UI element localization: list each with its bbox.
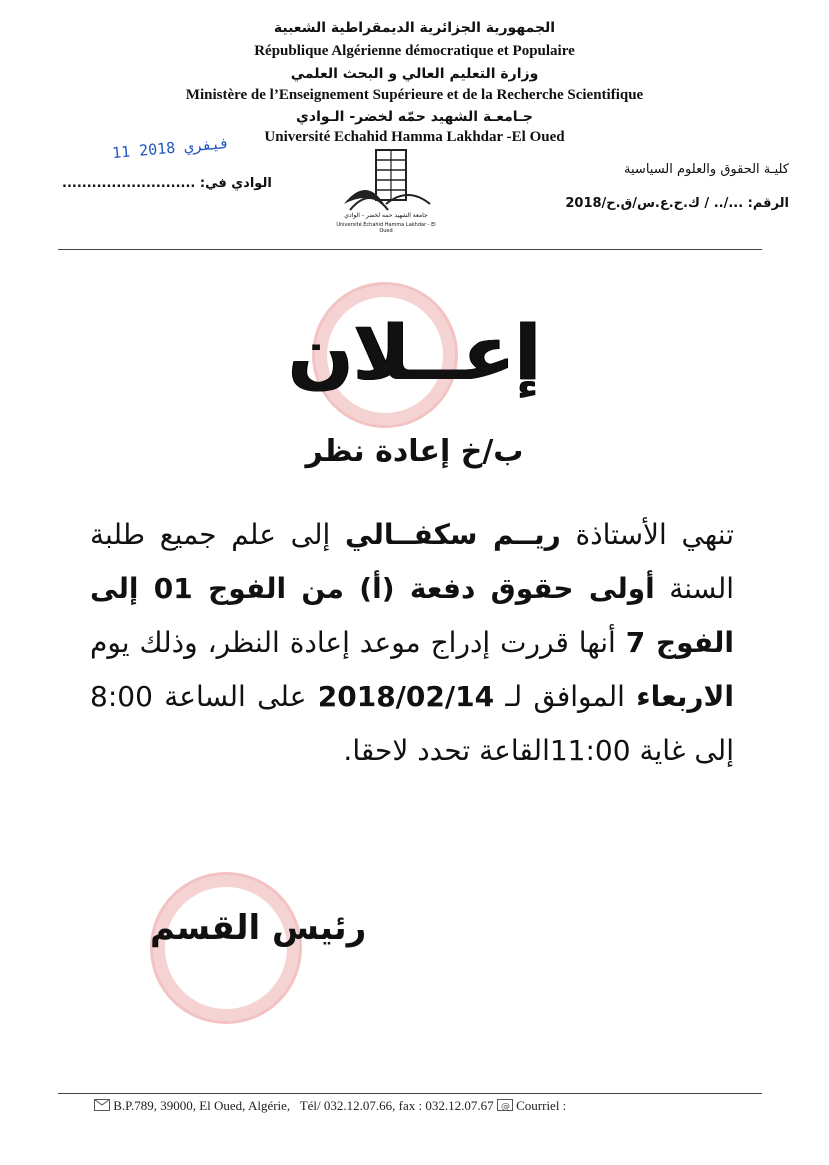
body-part2: إلى علم جميع طلبة السنة	[90, 518, 735, 605]
header-divider	[58, 249, 762, 250]
header-fr-university: Université Echahid Hamma Lakhdar -El Oued	[264, 129, 565, 145]
reference-number: الرقم: .../.. / ك.ح.ع.س/ق.ح/2018	[565, 196, 789, 211]
student-level: أولى حقوق دفعة	[409, 572, 655, 605]
announcement-body	[90, 508, 734, 778]
review-day: الاربعاء	[636, 680, 734, 713]
body-part1: تنهي الأستاذة	[560, 518, 734, 551]
header-ar-university: جـامعـة الشهيد حمّه لخضر- الـوادي	[296, 109, 533, 125]
place-date: الوادي في: ...........................	[62, 176, 272, 191]
body-part5: على الساعة 8:00 إلى غاية 11:00	[90, 680, 734, 767]
signature-title: رئيس القسم	[150, 908, 367, 948]
university-logo	[336, 146, 436, 236]
svg-text:@: @	[500, 1102, 510, 1112]
body-part6: القاعة تحدد لاحقا.	[343, 734, 550, 767]
header-ar-ministry: وزارة التعليم العالي و البحث العلمي	[290, 66, 539, 82]
review-date: 2018/02/14	[317, 680, 495, 713]
logo-fr-caption: Université Echahid Hamma Lakhdar - El Oued	[336, 222, 436, 234]
footer-address: B.P.789, 39000, El Oued, Algérie,	[113, 1098, 291, 1113]
header-ar-republic: الجمهورية الجزائرية الديمقراطية الشعبية	[273, 20, 556, 36]
date-stamp: 11 فيفري 2018	[111, 133, 230, 163]
footer-divider	[58, 1093, 762, 1094]
teacher-name: ريــم سكفــالي	[344, 518, 561, 551]
email-icon	[497, 1099, 513, 1115]
body-part3: أنها قررت إدراج موعد إعادة النظر، وذلك يوم	[90, 626, 626, 659]
header-fr-ministry: Ministère de l’Enseignement Supérieure et de la Recherche Scientifique	[185, 87, 644, 103]
announcement-subject: ب/خ إعادة نظر	[305, 434, 524, 469]
mail-icon	[94, 1099, 110, 1115]
footer-email-label: Courriel :	[516, 1098, 567, 1113]
official-seal-bottom	[150, 872, 302, 1024]
footer-phone: Tél/ 032.12.07.66, fax : 032.12.07.67	[299, 1098, 494, 1113]
logo-ar-caption: جامعة الشهيد حمه لخضر - الوادي	[344, 212, 428, 219]
body-part4: الموافق لـ	[494, 680, 637, 713]
group-range: (أ) من الفوج 01 إلى الفوج 7	[90, 572, 734, 659]
announcement-title: إعــلان	[288, 308, 541, 397]
footer	[94, 1098, 566, 1115]
header-fr-republic: République Algérienne démocratique et Populaire	[254, 43, 575, 59]
faculty-name: كليـة الحقوق والعلوم السياسية	[624, 162, 789, 177]
